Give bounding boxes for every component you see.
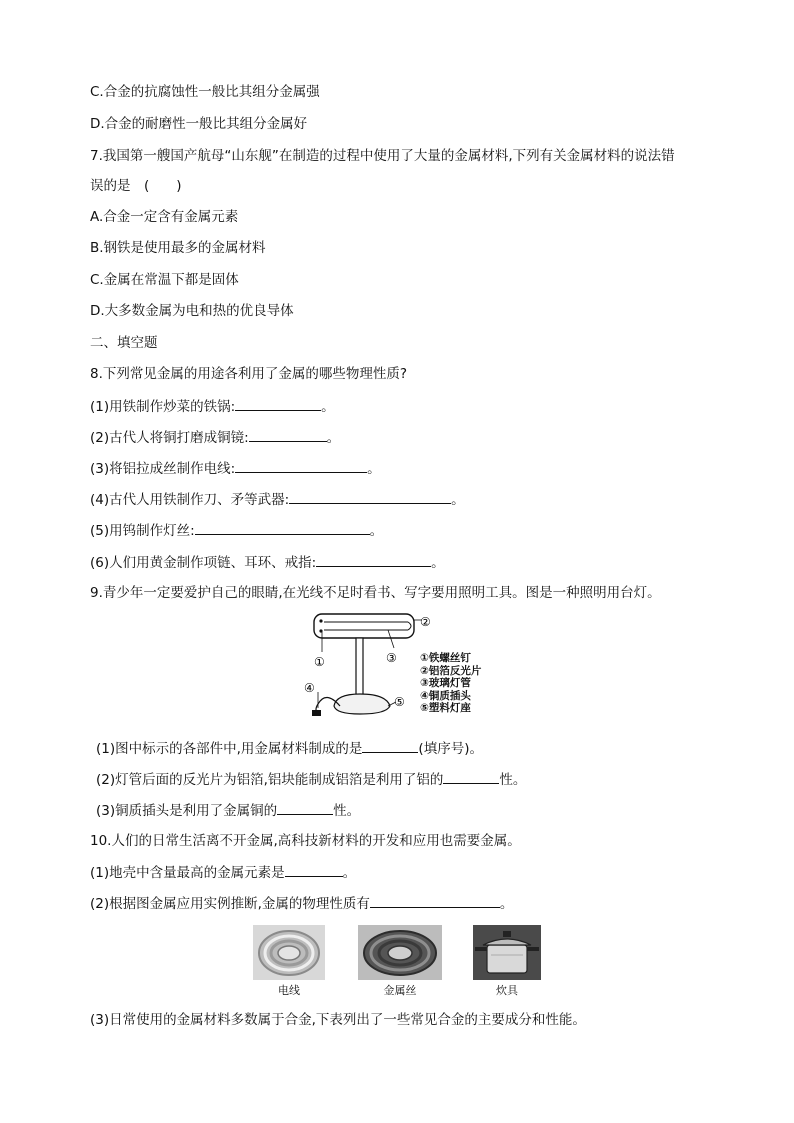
answer-blank[interactable] (195, 520, 370, 535)
legend-item: ①铁螺丝钉 (420, 652, 471, 664)
question-9-2 (96, 769, 526, 790)
question-7-line2: 误的是 ( ) (90, 178, 182, 194)
question-9-1 (96, 738, 483, 759)
answer-blank[interactable] (277, 800, 333, 815)
lamp-head (314, 614, 414, 638)
screw-icon (319, 619, 322, 622)
answer-blank[interactable] (370, 893, 500, 908)
question-8-3 (90, 458, 381, 479)
period: 。 (369, 523, 384, 539)
question-8-1-text: (1)用铁制作炒菜的铁锅: (90, 399, 236, 415)
option-c-6: C.合金的抗腐蚀性一般比其组分金属强 (90, 84, 320, 100)
callout-5: ⑤ (394, 695, 405, 709)
question-7-line1: 7.我国第一艘国产航母“山东舰”在制造的过程中使用了大量的金属材料,下列有关金属材料的说法错 (90, 148, 675, 164)
callout-3: ③ (386, 651, 397, 665)
lamp-base (334, 694, 390, 714)
question-8-4-text: (4)古代人用铁制作刀、矛等武器: (90, 492, 290, 508)
lamp-pole (356, 638, 363, 696)
question-10-2-text: (2)根据图金属应用实例推断,金属的物理性质有 (90, 896, 370, 912)
callout-1: ① (314, 655, 325, 669)
period: 。 (367, 461, 381, 477)
period: 。 (326, 430, 341, 446)
question-8-4 (90, 489, 465, 510)
legend-item: ③玻璃灯管 (420, 677, 471, 689)
answer-blank[interactable] (249, 427, 327, 442)
answer-blank[interactable] (285, 862, 343, 877)
pressure-cooker-photo (473, 925, 541, 980)
question-10-2 (90, 893, 513, 914)
callout-4: ④ (304, 681, 315, 695)
answer-blank[interactable] (362, 738, 418, 753)
question-9: 9.青少年一定要爱护自己的眼睛,在光线不足时看书、写字要用照明工具。图是一种照明用台灯。 (90, 585, 661, 601)
question-9-1-suffix: (填序号)。 (418, 741, 483, 757)
period: 。 (321, 399, 335, 415)
question-8-2 (90, 427, 340, 448)
answer-blank[interactable] (316, 552, 431, 567)
desk-lamp-figure (300, 610, 431, 725)
question-8-5 (90, 520, 383, 541)
question-10-1 (90, 862, 356, 883)
legend-item: ④铜质插头 (420, 689, 471, 702)
callout-2: ② (420, 615, 431, 629)
metal-wire-photo (358, 925, 442, 980)
caption-electric-wire: 电线 (278, 984, 300, 997)
section-heading: 二、填空题 (90, 335, 158, 351)
question-8-6 (90, 552, 445, 573)
question-10-3: (3)日常使用的金属材料多数属于合金,下表列出了一些常见合金的主要成分和性能。 (90, 1012, 586, 1028)
question-9-2-suffix: 性。 (499, 772, 527, 788)
plug-icon (312, 710, 321, 716)
question-10: 10.人们的日常生活离不开金属,高科技新材料的开发和应用也需要金属。 (90, 833, 521, 849)
answer-blank[interactable] (235, 396, 321, 411)
caption-metal-wire: 金属丝 (383, 984, 417, 997)
legend-item: ⑤塑料灯座 (420, 702, 471, 714)
caption-cookware: 炊具 (496, 984, 518, 997)
question-8-5-text: (5)用钨制作灯丝: (90, 523, 195, 539)
wire-coil-photo (253, 925, 325, 980)
option-a-7: A.合金一定含有金属元素 (90, 209, 239, 225)
period: 。 (499, 896, 514, 912)
option-c-7: C.金属在常温下都是固体 (90, 272, 239, 288)
question-10-1-text: (1)地壳中含量最高的金属元素是 (90, 865, 285, 881)
period: 。 (451, 492, 465, 508)
lamp-legend (420, 652, 481, 715)
question-8-1 (90, 396, 335, 417)
question-9-3-text: (3)铜质插头是利用了金属铜的 (96, 803, 278, 819)
question-8-2-text: (2)古代人将铜打磨成铜镜: (90, 430, 249, 446)
answer-blank[interactable] (289, 489, 451, 504)
question-9-3 (96, 800, 360, 821)
period: 。 (431, 555, 445, 571)
legend-item: ②铝箔反光片 (420, 664, 482, 677)
question-9-3-suffix: 性。 (333, 803, 361, 819)
option-d-6: D.合金的耐磨性一般比其组分金属好 (90, 116, 308, 132)
question-8: 8.下列常见金属的用途各利用了金属的哪些物理性质? (90, 366, 408, 382)
option-b-7: B.钢铁是使用最多的金属材料 (90, 240, 266, 256)
answer-blank[interactable] (235, 458, 367, 473)
option-d-7: D.大多数金属为电和热的优良导体 (90, 303, 294, 319)
question-8-3-text: (3)将铝拉成丝制作电线: (90, 461, 236, 477)
question-8-6-text: (6)人们用黄金制作项链、耳环、戒指: (90, 555, 317, 571)
period: 。 (342, 865, 357, 881)
answer-blank[interactable] (443, 769, 499, 784)
question-9-2-text: (2)灯管后面的反光片为铝箔,铝块能制成铝箔是利用了铝的 (96, 772, 444, 788)
question-9-1-text: (1)图中标示的各部件中,用金属材料制成的是 (96, 741, 363, 757)
